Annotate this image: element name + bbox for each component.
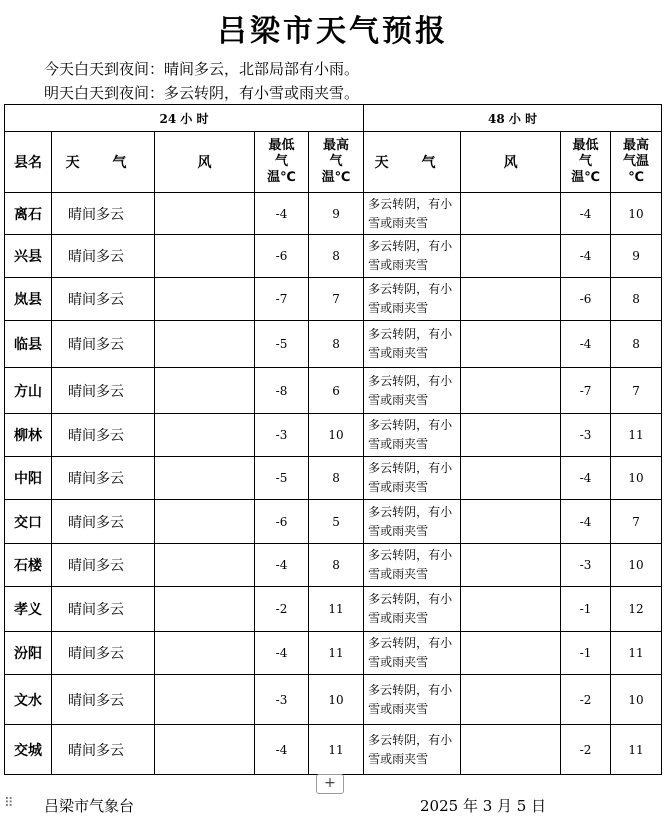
forecast-table	[4, 104, 662, 775]
header-min-temp-48	[561, 132, 611, 193]
wind-24-cell	[155, 500, 255, 544]
weather-48-cell	[364, 414, 461, 457]
max-temp-48-cell: 8	[611, 278, 662, 321]
max-temp-48-cell: 7	[611, 368, 662, 414]
weather-48-cell	[364, 321, 461, 368]
header-max-temp-48	[611, 132, 662, 193]
county-cell: 孝义	[5, 587, 52, 632]
weather-48-cell	[364, 675, 461, 725]
wind-24-cell	[155, 321, 255, 368]
weather-24-cell: 晴间多云	[52, 587, 155, 632]
header-wind-24: 风	[155, 132, 255, 193]
max-temp-48-cell: 10	[611, 675, 662, 725]
weather-48-cell	[364, 193, 461, 235]
max-temp-24-cell: 7	[309, 278, 364, 321]
weather-48-line2: 雪或雨夹雪	[368, 215, 429, 230]
table-row	[5, 457, 662, 500]
header-max-temp-24-l3: 温℃	[321, 170, 351, 185]
table-row	[5, 725, 662, 775]
group-48h: 48 小 时	[364, 105, 662, 132]
min-temp-48-cell: -4	[561, 235, 611, 278]
weather-24-cell: 晴间多云	[52, 544, 155, 587]
max-temp-48-cell: 8	[611, 321, 662, 368]
wind-48-cell	[461, 675, 561, 725]
max-temp-24-cell: 8	[309, 457, 364, 500]
weather-24-cell: 晴间多云	[52, 675, 155, 725]
min-temp-24-cell: -2	[255, 587, 309, 632]
weather-48-line2: 雪或雨夹雪	[368, 346, 429, 360]
weather-48-line1: 多云转阴，有小	[368, 636, 453, 650]
weather-24-cell: 晴间多云	[52, 235, 155, 278]
max-temp-48-cell: 9	[611, 235, 662, 278]
min-temp-24-cell: -5	[255, 321, 309, 368]
wind-48-cell	[461, 632, 561, 675]
county-cell: 交城	[5, 725, 52, 775]
weather-48-cell	[364, 632, 461, 675]
county-cell: 岚县	[5, 278, 52, 321]
min-temp-48-cell: -1	[561, 587, 611, 632]
weather-48-line1: 多云转阴，有小	[368, 592, 453, 606]
min-temp-48-cell: -4	[561, 193, 611, 235]
header-max-temp-24-l1: 最高	[323, 138, 350, 153]
min-temp-48-cell: -2	[561, 725, 611, 775]
weather-48-line1: 多云转阴，有小	[368, 327, 453, 341]
wind-24-cell	[155, 278, 255, 321]
weather-48-line2: 雪或雨夹雪	[368, 437, 429, 451]
wind-48-cell	[461, 278, 561, 321]
table-row	[5, 193, 662, 235]
today-forecast: 今天白天到夜间：晴间多云，北部局部有小雨。	[44, 60, 360, 78]
header-max-temp-24	[309, 132, 364, 193]
footer-date: 2025 年 3 月 5 日	[420, 797, 547, 815]
header-county: 县名	[5, 132, 52, 193]
weather-48-line1: 多云转阴，有小	[368, 732, 453, 747]
weather-48-cell	[364, 235, 461, 278]
weather-48-line2: 雪或雨夹雪	[368, 258, 429, 272]
min-temp-24-cell: -7	[255, 278, 309, 321]
county-cell: 柳林	[5, 414, 52, 457]
weather-48-line1: 多云转阴，有小	[368, 504, 453, 519]
weather-24-cell: 晴间多云	[52, 632, 155, 675]
header-min-temp-48-l1: 最低	[572, 138, 599, 153]
min-temp-48-cell: -3	[561, 544, 611, 587]
max-temp-24-cell: 8	[309, 235, 364, 278]
weather-24-cell: 晴间多云	[52, 321, 155, 368]
header-max-temp-48-l1: 最高	[623, 138, 650, 153]
tomorrow-forecast: 明天白天到夜间：多云转阴，有小雪或雨夹雪。	[44, 84, 360, 102]
weather-48-line2: 雪或雨夹雪	[368, 567, 429, 581]
min-temp-24-cell: -4	[255, 193, 309, 235]
weather-48-line2: 雪或雨夹雪	[368, 480, 429, 494]
wind-48-cell	[461, 457, 561, 500]
wind-48-cell	[461, 587, 561, 632]
table-row	[5, 235, 662, 278]
header-weather-48: 天 气	[364, 132, 461, 193]
min-temp-24-cell: -6	[255, 235, 309, 278]
weather-48-line1: 多云转阴，有小	[368, 461, 453, 475]
weather-48-cell	[364, 278, 461, 321]
min-temp-48-cell: -4	[561, 457, 611, 500]
weather-24-cell: 晴间多云	[52, 193, 155, 235]
header-weather-24: 天 气	[52, 132, 155, 193]
min-temp-48-cell: -4	[561, 500, 611, 544]
weather-48-line2: 雪或雨夹雪	[368, 751, 429, 766]
max-temp-24-cell: 8	[309, 321, 364, 368]
header-min-temp-48-l3: 温℃	[571, 170, 600, 185]
drag-handle-icon[interactable]: ⠿	[4, 796, 12, 811]
max-temp-24-cell: 6	[309, 368, 364, 414]
county-cell: 石楼	[5, 544, 52, 587]
max-temp-24-cell: 10	[309, 675, 364, 725]
min-temp-24-cell: -6	[255, 500, 309, 544]
header-min-temp-24-l3: 温℃	[267, 170, 296, 185]
max-temp-48-cell: 10	[611, 457, 662, 500]
county-cell: 中阳	[5, 457, 52, 500]
min-temp-48-cell: -2	[561, 675, 611, 725]
wind-48-cell	[461, 235, 561, 278]
table-row	[5, 278, 662, 321]
weather-48-line2: 雪或雨夹雪	[368, 523, 429, 538]
min-temp-48-cell: -3	[561, 414, 611, 457]
table-row	[5, 632, 662, 675]
min-temp-48-cell: -1	[561, 632, 611, 675]
table-row	[5, 414, 662, 457]
table-row	[5, 544, 662, 587]
min-temp-24-cell: -4	[255, 632, 309, 675]
weather-48-line2: 雪或雨夹雪	[368, 655, 429, 669]
header-max-temp-48-l3: ℃	[628, 170, 644, 185]
min-temp-24-cell: -4	[255, 544, 309, 587]
table-row	[5, 587, 662, 632]
weather-48-line2: 雪或雨夹雪	[368, 301, 429, 315]
county-cell: 交口	[5, 500, 52, 544]
min-temp-48-cell: -6	[561, 278, 611, 321]
weather-48-line2: 雪或雨夹雪	[368, 392, 429, 407]
header-wind-48: 风	[461, 132, 561, 193]
table-row	[5, 368, 662, 414]
wind-48-cell	[461, 500, 561, 544]
weather-48-line1: 多云转阴，有小	[368, 282, 453, 296]
table-row	[5, 321, 662, 368]
min-temp-24-cell: -3	[255, 414, 309, 457]
weather-48-line1: 多云转阴，有小	[368, 196, 453, 211]
max-temp-24-cell: 5	[309, 500, 364, 544]
wind-24-cell	[155, 675, 255, 725]
county-cell: 兴县	[5, 235, 52, 278]
header-max-temp-48-l2: 气温	[623, 154, 650, 169]
weather-48-cell	[364, 457, 461, 500]
weather-48-cell	[364, 587, 461, 632]
max-temp-48-cell: 11	[611, 632, 662, 675]
county-cell: 汾阳	[5, 632, 52, 675]
weather-48-line1: 多云转阴，有小	[368, 418, 453, 432]
max-temp-24-cell: 11	[309, 725, 364, 775]
max-temp-24-cell: 10	[309, 414, 364, 457]
wind-24-cell	[155, 414, 255, 457]
max-temp-48-cell: 10	[611, 193, 662, 235]
weather-48-cell	[364, 500, 461, 544]
weather-48-line1: 多云转阴，有小	[368, 548, 453, 562]
header-min-temp-24-l1: 最低	[268, 138, 295, 153]
weather-24-cell: 晴间多云	[52, 368, 155, 414]
wind-24-cell	[155, 725, 255, 775]
wind-48-cell	[461, 544, 561, 587]
wind-48-cell	[461, 321, 561, 368]
weather-48-line1: 多云转阴，有小	[368, 239, 453, 253]
group-24h: 24 小 时	[5, 105, 364, 132]
weather-48-cell	[364, 368, 461, 414]
column-header-row	[5, 132, 662, 193]
max-temp-48-cell: 11	[611, 725, 662, 775]
max-temp-48-cell: 10	[611, 544, 662, 587]
weather-24-cell: 晴间多云	[52, 500, 155, 544]
wind-48-cell	[461, 368, 561, 414]
max-temp-24-cell: 11	[309, 587, 364, 632]
weather-24-cell: 晴间多云	[52, 457, 155, 500]
weather-48-line1: 多云转阴，有小	[368, 682, 453, 697]
county-cell: 方山	[5, 368, 52, 414]
max-temp-24-cell: 8	[309, 544, 364, 587]
header-min-temp-24	[255, 132, 309, 193]
wind-24-cell	[155, 193, 255, 235]
weather-24-cell: 晴间多云	[52, 278, 155, 321]
wind-48-cell	[461, 725, 561, 775]
max-temp-48-cell: 11	[611, 414, 662, 457]
add-row-button[interactable]: +	[316, 774, 344, 794]
wind-24-cell	[155, 368, 255, 414]
page-title: 吕梁市天气预报	[217, 14, 448, 49]
group-header-row	[5, 105, 662, 132]
max-temp-24-cell: 11	[309, 632, 364, 675]
wind-48-cell	[461, 414, 561, 457]
wind-24-cell	[155, 587, 255, 632]
wind-24-cell	[155, 235, 255, 278]
header-min-temp-48-l2: 气	[579, 154, 593, 169]
county-cell: 临县	[5, 321, 52, 368]
header-max-temp-24-l2: 气	[329, 154, 343, 169]
county-cell: 离石	[5, 193, 52, 235]
min-temp-24-cell: -5	[255, 457, 309, 500]
weather-24-cell: 晴间多云	[52, 725, 155, 775]
max-temp-24-cell: 9	[309, 193, 364, 235]
weather-24-cell: 晴间多云	[52, 414, 155, 457]
weather-48-line1: 多云转阴，有小	[368, 373, 453, 388]
footer-organization: 吕梁市气象台	[44, 797, 135, 815]
max-temp-48-cell: 12	[611, 587, 662, 632]
wind-24-cell	[155, 457, 255, 500]
min-temp-24-cell: -4	[255, 725, 309, 775]
max-temp-48-cell: 7	[611, 500, 662, 544]
min-temp-48-cell: -7	[561, 368, 611, 414]
weather-48-line2: 雪或雨夹雪	[368, 701, 429, 716]
min-temp-24-cell: -8	[255, 368, 309, 414]
wind-48-cell	[461, 193, 561, 235]
wind-24-cell	[155, 544, 255, 587]
table-row	[5, 500, 662, 544]
weather-48-line2: 雪或雨夹雪	[368, 611, 429, 625]
county-cell: 文水	[5, 675, 52, 725]
header-min-temp-24-l2: 气	[274, 154, 288, 169]
min-temp-48-cell: -4	[561, 321, 611, 368]
min-temp-24-cell: -3	[255, 675, 309, 725]
table-row	[5, 675, 662, 725]
weather-48-cell	[364, 725, 461, 775]
weather-48-cell	[364, 544, 461, 587]
wind-24-cell	[155, 632, 255, 675]
